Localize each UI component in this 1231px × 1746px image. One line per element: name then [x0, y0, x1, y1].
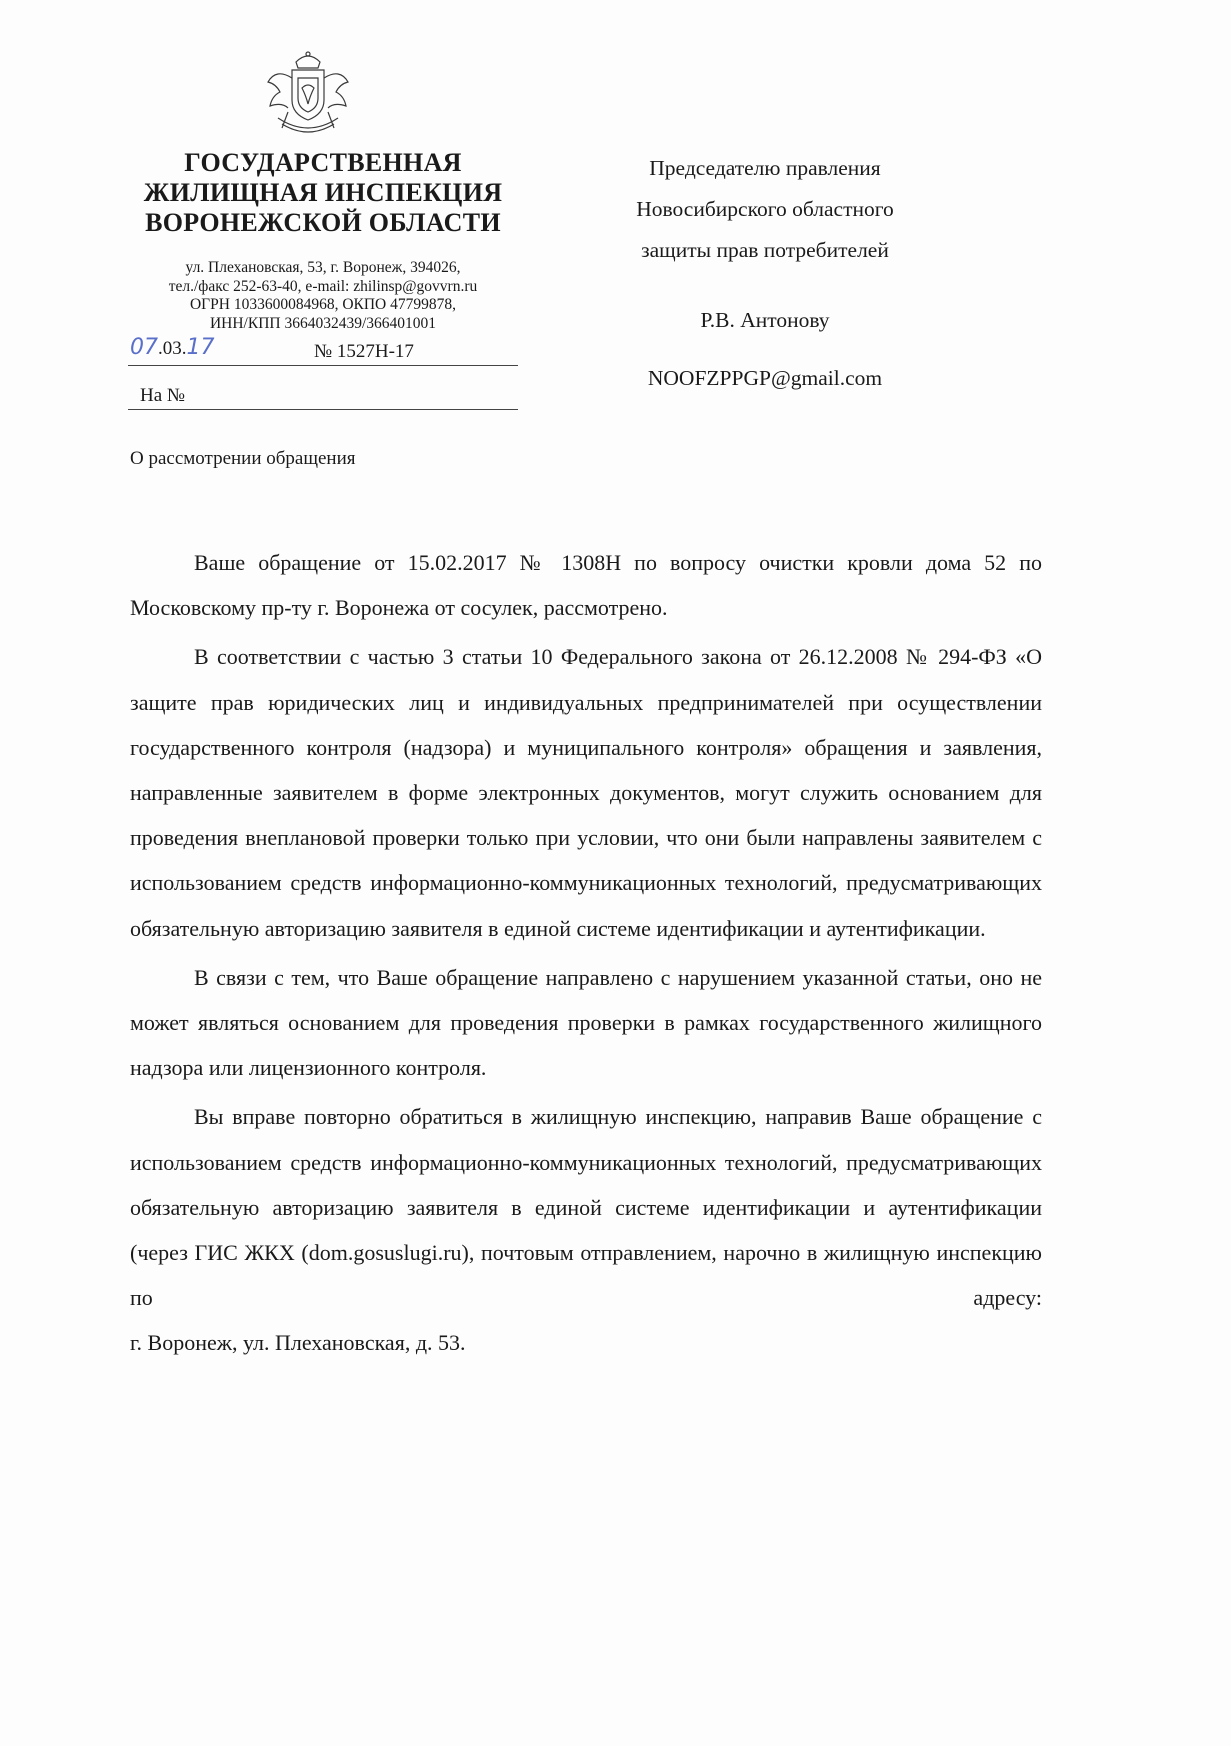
paragraph-4: Вы вправе повторно обратиться в жилищную инспекцию, направив Ваше обращение с использованием средств информационно-коммуникационных технологий, предусматривающих обязательную авторизацию заявителя в единой системе идентификации и аутентификации (через ГИС ЖКХ (dom.gosuslugi.ru), почтовым отправлением, нарочно в жилищную инспекцию по адресу: — [130, 1104, 1042, 1311]
address-line-4: ИНН/КПП 3664032439/366401001 — [209, 314, 437, 332]
recipient-email: NOOFZPPGP@gmail.com — [647, 366, 883, 390]
paragraph-2: В соответствии с частью 3 статьи 10 Федерального закона от 26.12.2008 № 294-ФЗ «О защите прав юридических лиц и индивидуальных предпринимателей при осуществлении государственного контроля (надзора) и муниципального контроля» обращения и заявления, направленные заявителем в форме электронных документов, могут служить основанием для проведения внеплановой проверки только при условии, что они были направлены заявителем с использованием средств информационно-коммуникационных технологий, предусматривающих обязательную авторизацию заявителя в единой системе идентификации и аутентификации. — [130, 644, 1042, 941]
recipient-line-2: Новосибирского областного — [636, 197, 894, 221]
reg-month: .03. — [158, 338, 187, 359]
paragraph-4-end: г. Воронеж, ул. Плехановская, д. 53. — [130, 1330, 466, 1356]
recipient-name: Р.В. Антонову — [700, 308, 830, 332]
reg-year: 17 — [186, 335, 215, 360]
address-line-2: тел./факс 252-63-40, e-mail: zhilinsp@govvrn.ru — [168, 277, 478, 295]
organization-address — [128, 259, 518, 333]
org-line-2: ЖИЛИЩНАЯ ИНСПЕКЦИЯ — [143, 178, 503, 207]
letter-body — [130, 540, 1042, 1366]
reference-line — [128, 383, 518, 410]
organization-name — [128, 148, 518, 238]
reference-label: На № — [140, 385, 186, 406]
paragraph-3: В связи с тем, что Ваше обращение направлено с нарушением указанной статьи, оно не может являться основанием для проведения проверки в рамках государственного жилищного надзора или лицензионного контроля. — [130, 964, 1042, 1081]
address-line-3: ОГРН 1033600084968, ОКПО 47799878, — [189, 296, 456, 313]
org-line-1: ГОСУДАРСТВЕННАЯ — [184, 148, 462, 177]
registration-number: № 1527Н-17 — [314, 341, 414, 362]
reg-day: 07 — [130, 335, 158, 360]
recipient-title — [590, 148, 940, 271]
address-line-1: ул. Плехановская, 53, г. Воронеж, 394026, — [185, 259, 461, 276]
recipient-line-3: защиты прав потребителей — [641, 238, 889, 262]
coat-of-arms-icon — [258, 48, 358, 140]
paragraph-1: Ваше обращение от 15.02.2017 № 1308Н по вопросу очистки кровли дома 52 по Московскому пр-ту г. Воронежа от сосулек, рассмотрено. — [130, 550, 1042, 621]
registration-line — [128, 335, 518, 366]
org-line-3: ВОРОНЕЖСКОЙ ОБЛАСТИ — [145, 208, 501, 237]
registration-date — [130, 335, 215, 360]
recipient-line-1: Председателю правления — [649, 156, 881, 180]
letter-subject: О рассмотрении обращения — [130, 448, 356, 469]
